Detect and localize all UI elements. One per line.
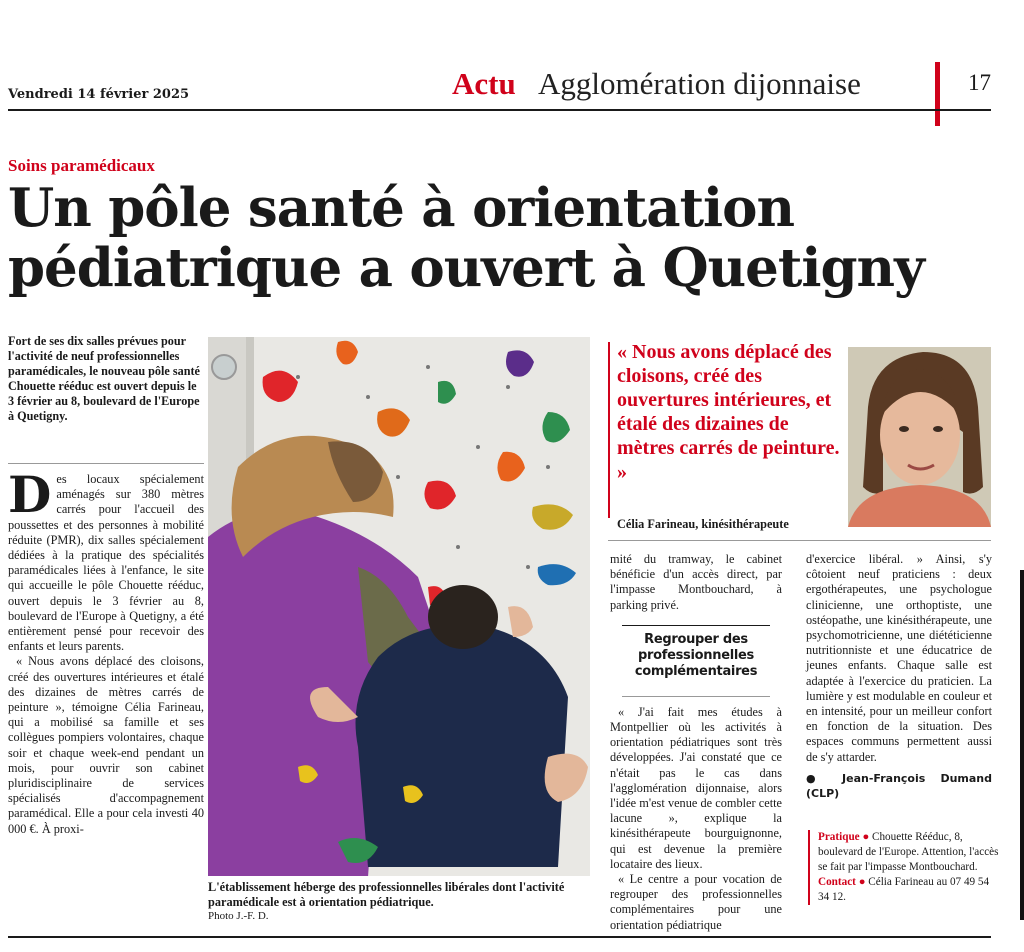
quote-divider: [608, 540, 991, 541]
page-edge-shadow: [1020, 570, 1024, 920]
page-number: 17: [968, 70, 991, 95]
portrait-photo: [848, 347, 991, 527]
bullet-icon: ●: [858, 876, 866, 888]
pratique-entry: [818, 830, 1001, 875]
author-name: Jean-François Dumand (CLP): [806, 771, 992, 801]
article-subhead: Regrouper des professionnelles complémentaires: [622, 625, 770, 686]
paragraph-text: es locaux spécialement aménagés sur 380 mètres carrés pour l'accueil des poussettes et des personnes à mobilité réduite (PMR), dix salles spécialement dédiées à la pratique des spécialités paramédicales liées à l'enfance, le site qui accueille le pôle Chouette rééduc, ouvert depuis le 3 février au 8, boulevard de l'Europe à Quetigny, a été entièrement pensé pour recevoir des enfants et leurs parents.: [8, 472, 204, 654]
article-headline: [8, 178, 1008, 298]
footer-divider: [8, 936, 991, 938]
photo-caption: L'établissement héberge des professionnelles libérales dont l'activité paramédicale est à orientation pédiatrique.: [208, 880, 565, 909]
issue-date: Vendredi 14 février 2025: [8, 87, 190, 102]
practical-info-box: [808, 830, 1001, 905]
headline-line-2: pédiatrique a ouvert à Quetigny: [8, 237, 924, 299]
quote-attribution: Célia Farineau, kinésithérapeute: [617, 517, 789, 531]
photo-credit: Photo J.-F. D.: [208, 910, 269, 922]
paragraph: « Le centre a pour vocation de regrouper des professionnelles complémentaires pour une orientation pédiatrique: [610, 872, 782, 932]
article-lead: Fort de ses dix salles prévues pour l'activité de neuf professionnelles paramédicales, le nouveau pôle santé Chouette rééduc est ouvert depuis le 3 février au 8, boulevard de l'Europe à Quetigny.: [8, 334, 200, 423]
paragraph: d'exercice libéral. » Ainsi, s'y côtoient neuf praticiens : deux ergothérapeutes, une psychologue clinicienne, une orthoptiste, une ostéopathe, une kinésithérapeute, une psychomotricienne, une diététicienne nutritionniste et une éducatrice de jeunes enfants. Chaque salle est adaptée à l'exercice du praticien. La lumière y est modulable en couleur et en intensité, pour un meilleur confort en fonction de la situation. Des espaces communs permettent aussi de s'y attarder.: [806, 552, 992, 764]
section-name: Agglomération dijonnaise: [538, 66, 861, 101]
pratique-label: Pratique: [818, 831, 860, 843]
article-photo: [208, 337, 590, 876]
paragraph: « J'ai fait mes études à Montpellier où les activités à orientation pédiatriques sont très développées. J'ai constaté que ce n'était pas le cas dans l'agglomération dijonnaise, alors l'idée m'est venue de combler cette lacune », explique la kinésithérapeute bourguignonne, qui est devenue la première locataire des lieux.: [610, 704, 782, 871]
headline-line-1: Un pôle santé à orientation: [8, 177, 795, 239]
article-column-1: [8, 465, 204, 837]
author-byline: ● Jean-François Dumand (CLP): [806, 771, 992, 801]
paragraph: mité du tramway, le cabinet bénéficie d'un accès direct, par l'impasse Montbouchard, à parking privé.: [610, 552, 782, 612]
pull-quote: « Nous avons déplacé des cloisons, créé des ouvertures intérieures, et étalé des dizaines de mètres carrés de peinture. »: [617, 341, 840, 483]
lead-divider: [8, 463, 204, 464]
contact-label: Contact: [818, 876, 856, 888]
section-label: Actu: [452, 66, 516, 101]
bullet-icon: ●: [862, 831, 870, 843]
portrait-illustration: [848, 347, 991, 527]
article-kicker: Soins paramédicaux: [8, 156, 155, 175]
drop-cap: D: [8, 465, 52, 524]
header-accent-bar: [935, 62, 940, 126]
climbing-wall-illustration: [208, 337, 590, 876]
pratique-text: Chouette Rééduc, 8, boulevard de l'Europe. Attention, l'accès se fait par l'impasse Montbouchard.: [818, 831, 999, 873]
quote-accent-bar: [608, 342, 610, 518]
article-column-4: [806, 552, 992, 801]
article-column-3: [610, 552, 782, 933]
paragraph: [8, 465, 204, 654]
contact-entry: [818, 875, 1001, 905]
subhead-divider: [622, 696, 770, 697]
paragraph: « Nous avons déplacé des cloisons, créé des ouvertures intérieures et étalé des dizaines de mètres carrés de peinture », témoigne Célia Farineau, qui a mobilisé sa famille et ses collègues pompiers volontaires, chaque soir et chaque week-end pendant un mois, pour ouvrir son cabinet pluridisciplinaire de services spécialisés d'accompagnement paramédical. Elle a pour cela investi 40 000 €. À proxi-: [8, 654, 204, 836]
contact-text: Célia Farineau au 07 49 54 34 12.: [818, 876, 990, 903]
header-divider: [8, 109, 991, 111]
